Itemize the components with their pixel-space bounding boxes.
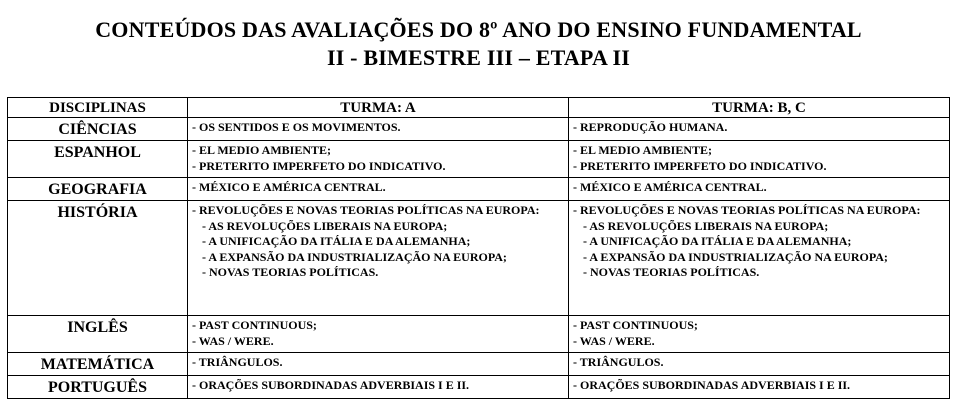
content-line: - A UNIFICAÇÃO DA ITÁLIA E DA ALEMANHA; — [583, 234, 852, 248]
content-line: - WAS / WERE. — [573, 333, 655, 348]
cell-turma-bc — [569, 316, 950, 353]
disciplina-ingles: INGLÊS — [8, 316, 188, 353]
page-subtitle: II - BIMESTRE III – ETAPA II — [326, 45, 631, 70]
content-line: - AS REVOLUÇÕES LIBERAIS NA EUROPA; — [202, 218, 448, 233]
disciplina-matematica: MATEMÁTICA — [8, 353, 188, 376]
table-row — [8, 178, 950, 201]
contents-table — [7, 97, 950, 399]
table-header-row — [8, 98, 950, 118]
header-turma-a: TURMA: A — [188, 98, 569, 118]
cell-turma-bc — [569, 141, 950, 178]
table-row — [8, 118, 950, 141]
content-line: - PRETERITO IMPERFETO DO INDICATIVO. — [573, 158, 827, 173]
cell-turma-a — [188, 141, 569, 178]
cell-turma-a — [188, 118, 569, 141]
content-line: - OS SENTIDOS E OS MOVIMENTOS. — [192, 120, 401, 134]
header-turma-bc: TURMA: B, C — [569, 98, 950, 118]
content-line: - TRIÂNGULOS. — [573, 355, 664, 369]
content-line: - AS REVOLUÇÕES LIBERAIS NA EUROPA; — [583, 218, 829, 233]
disciplina-historia: HISTÓRIA — [8, 201, 188, 316]
page-title: CONTEÚDOS DAS AVALIAÇÕES DO 8º ANO DO ENSINO FUNDAMENTAL — [95, 17, 862, 42]
table-row — [8, 201, 950, 316]
content-line: - REVOLUÇÕES E NOVAS TEORIAS POLÍTICAS NA EUROPA: — [192, 203, 540, 217]
cell-turma-a — [188, 353, 569, 376]
cell-turma-bc — [569, 178, 950, 201]
content-line: - TRIÂNGULOS. — [192, 355, 283, 369]
table-row — [8, 316, 950, 353]
content-line: - A EXPANSÃO DA INDUSTRIALIZAÇÃO NA EUROPA; — [583, 249, 888, 264]
disciplina-ciencias: CIÊNCIAS — [8, 118, 188, 141]
content-line: - PAST CONTINUOUS; — [573, 318, 698, 332]
content-line: - PRETERITO IMPERFETO DO INDICATIVO. — [192, 158, 446, 173]
content-line: - A UNIFICAÇÃO DA ITÁLIA E DA ALEMANHA; — [202, 234, 471, 248]
cell-turma-a — [188, 178, 569, 201]
content-line: - REPRODUÇÃO HUMANA. — [573, 120, 728, 134]
cell-turma-a — [188, 316, 569, 353]
disciplina-portugues: PORTUGUÊS — [8, 376, 188, 399]
content-line: - REVOLUÇÕES E NOVAS TEORIAS POLÍTICAS NA EUROPA: — [573, 203, 921, 217]
content-line: - NOVAS TEORIAS POLÍTICAS. — [202, 265, 379, 279]
cell-turma-bc — [569, 201, 950, 316]
cell-turma-bc — [569, 376, 950, 399]
content-line: - ORAÇÕES SUBORDINADAS ADVERBIAIS I E II. — [192, 378, 470, 392]
cell-turma-bc — [569, 353, 950, 376]
table-row — [8, 376, 950, 399]
cell-turma-a — [188, 376, 569, 399]
content-line: - MÉXICO E AMÉRICA CENTRAL. — [192, 180, 386, 194]
cell-turma-a — [188, 201, 569, 316]
table-row — [8, 141, 950, 178]
disciplina-espanhol: ESPANHOL — [8, 141, 188, 178]
content-line: - WAS / WERE. — [192, 333, 274, 348]
header-disciplinas: DISCIPLINAS — [8, 98, 188, 118]
content-line: - EL MEDIO AMBIENTE; — [192, 143, 332, 157]
table-row — [8, 353, 950, 376]
content-line: - EL MEDIO AMBIENTE; — [573, 143, 713, 157]
content-line: - MÉXICO E AMÉRICA CENTRAL. — [573, 180, 767, 194]
cell-turma-bc — [569, 118, 950, 141]
content-line: - NOVAS TEORIAS POLÍTICAS. — [583, 265, 760, 279]
content-line: - ORAÇÕES SUBORDINADAS ADVERBIAIS I E II. — [573, 378, 851, 392]
content-line: - PAST CONTINUOUS; — [192, 318, 317, 332]
disciplina-geografia: GEOGRAFIA — [8, 178, 188, 201]
content-line: - A EXPANSÃO DA INDUSTRIALIZAÇÃO NA EUROPA; — [202, 249, 507, 264]
